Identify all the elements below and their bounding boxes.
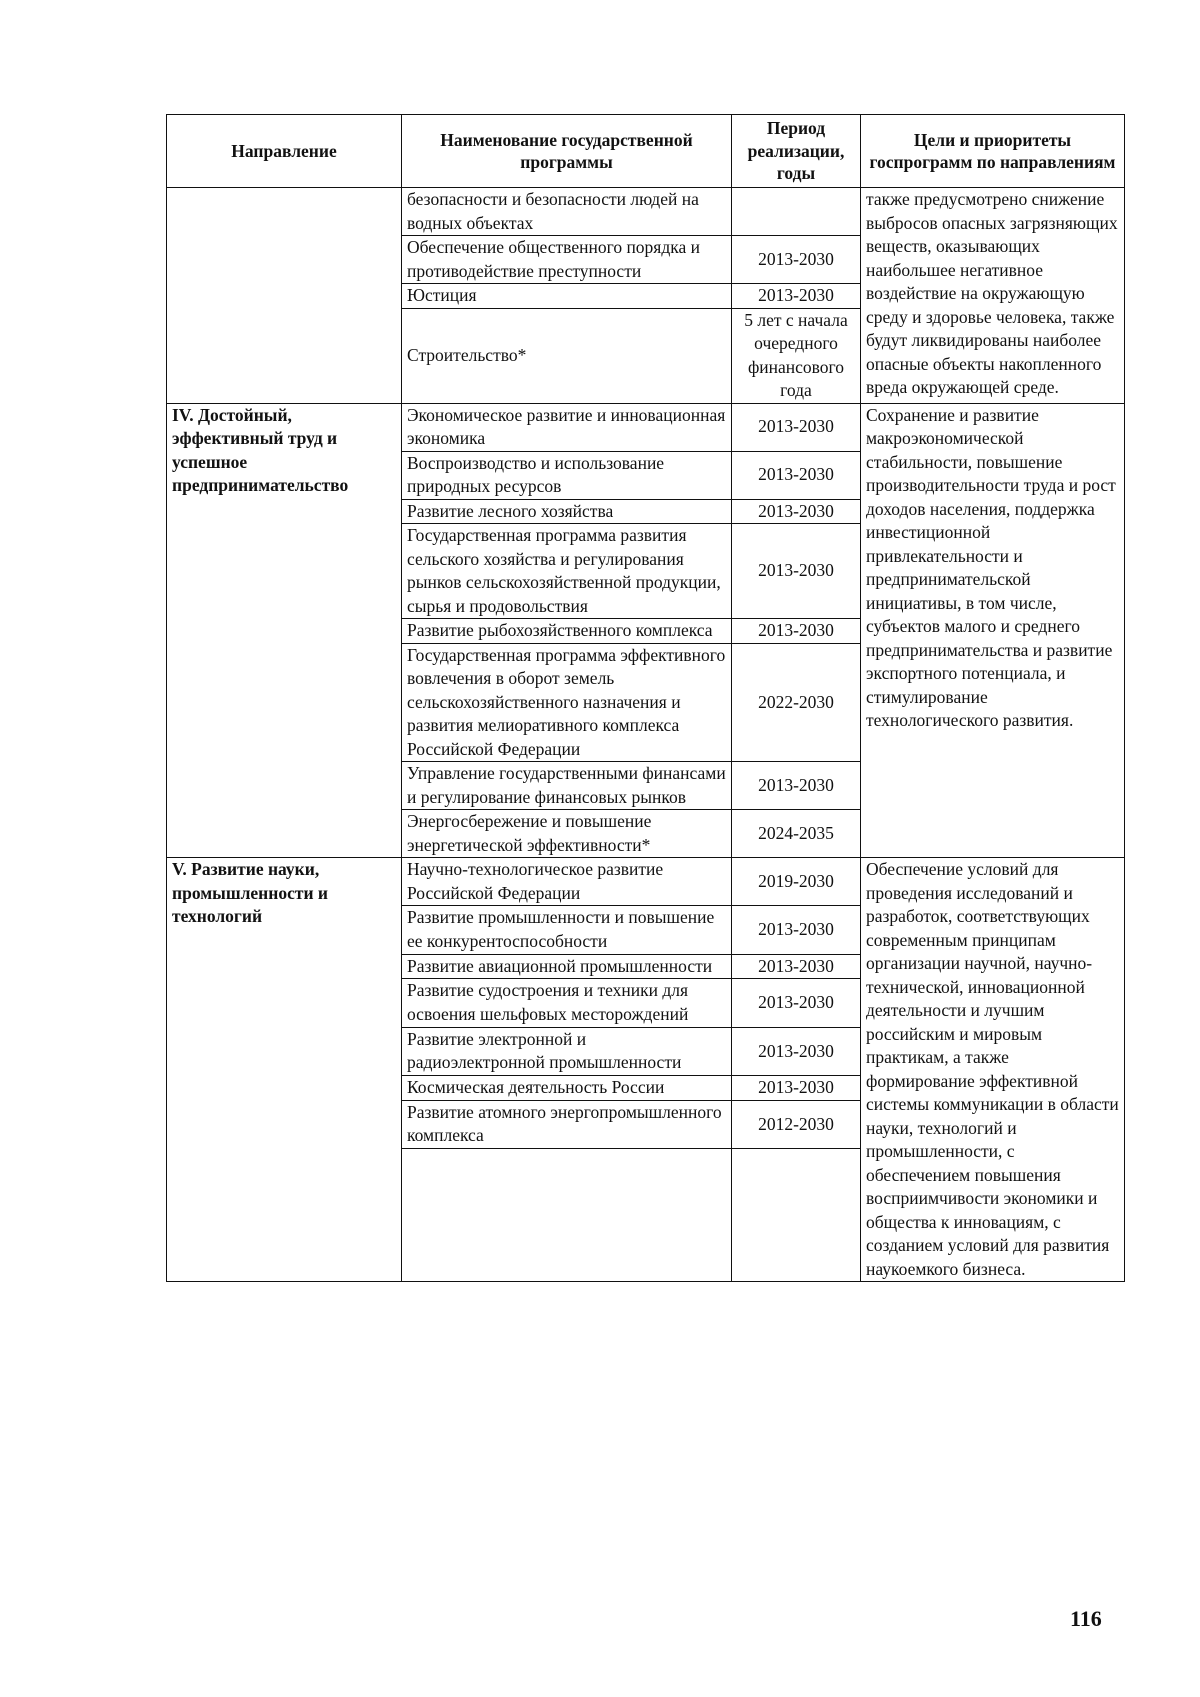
program-period: 2013-2030	[732, 619, 861, 644]
program-name: Развитие авиационной промышленности	[402, 954, 732, 979]
program-name: Развитие лесного хозяйства	[402, 499, 732, 524]
direction-cell-iv: IV. Достойный, эффективный труд и успешное предпринимательство	[167, 403, 402, 858]
program-name: Юстиция	[402, 284, 732, 309]
program-period: 2013-2030	[732, 762, 861, 810]
header-program: Наименование государственной программы	[402, 115, 732, 188]
program-name: Научно-технологическое развитие Российской Федерации	[402, 858, 732, 906]
program-name: Управление государственными финансами и регулирование финансовых рынков	[402, 762, 732, 810]
table-row	[167, 403, 1125, 451]
program-period: 2013-2030	[732, 284, 861, 309]
program-period: 2022-2030	[732, 643, 861, 762]
program-period: 2013-2030	[732, 403, 861, 451]
header-direction: Направление	[167, 115, 402, 188]
program-period: 2013-2030	[732, 524, 861, 619]
program-period	[732, 188, 861, 236]
goals-cell-v: Обеспечение условий для проведения исследований и разработок, соответствующих современным принципам организации научной, научно-технической, инновационной деятельности и лучшим российским и мировым практикам, а также формирование эффективной системы коммуникации в области науки, технологий и промышленности, с обеспечением повышения восприимчивости экономики и общества к инновациям, с созданием условий для развития наукоемкого бизнеса.	[861, 858, 1125, 1282]
page-number: 116	[1070, 1606, 1102, 1631]
program-period: 2019-2030	[732, 858, 861, 906]
program-period: 2013-2030	[732, 1075, 861, 1100]
program-name: безопасности и безопасности людей на водных объектах	[402, 188, 732, 236]
header-goals: Цели и приоритеты госпрограмм по направлениям	[861, 115, 1125, 188]
direction-cell-v: V. Развитие науки, промышленности и технологий	[167, 858, 402, 1282]
table-row	[167, 188, 1125, 236]
goals-cell-iv: Сохранение и развитие макроэкономической стабильности, повышение производительности труда и рост доходов населения, поддержка инвестиционной привлекательности и предпринимательской инициативы, в том числе, субъектов малого и среднего предпринимательства и развитие экспортного потенциала, и стимулирование технологического развития.	[861, 403, 1125, 858]
program-period: 2012-2030	[732, 1100, 861, 1148]
direction-cell-iii	[167, 188, 402, 404]
program-name: Энергосбережение и повышение энергетической эффективности*	[402, 810, 732, 858]
program-period: 2013-2030	[732, 451, 861, 499]
program-name: Развитие судостроения и техники для освоения шельфовых месторождений	[402, 979, 732, 1027]
goals-cell-iii: также предусмотрено снижение выбросов опасных загрязняющих веществ, оказывающих наибольшее негативное воздействие на окружающую среду и здоровье человека, также будут ликвидированы наиболее опасные объекты накопленного вреда окружающей среде.	[861, 188, 1125, 404]
program-name: Воспроизводство и использование природных ресурсов	[402, 451, 732, 499]
program-period: 2024-2035	[732, 810, 861, 858]
program-period: 2013-2030	[732, 1027, 861, 1075]
program-period: 2013-2030	[732, 954, 861, 979]
program-name: Государственная программа эффективного вовлечения в оборот земель сельскохозяйственного назначения и развития мелиоративного комплекса Российской Федерации	[402, 643, 732, 762]
program-period: 2013-2030	[732, 906, 861, 954]
program-name: Обеспечение общественного порядка и противодействие преступности	[402, 236, 732, 284]
programs-table	[166, 114, 1125, 1282]
program-period: 2013-2030	[732, 979, 861, 1027]
program-name: Государственная программа развития сельского хозяйства и регулирования рынков сельскохозяйственной продукции, сырья и продовольствия	[402, 524, 732, 619]
program-name: Развитие электронной и радиоэлектронной промышленности	[402, 1027, 732, 1075]
empty-program-cell	[402, 1149, 732, 1282]
program-name: Развитие атомного энергопромышленного комплекса	[402, 1100, 732, 1148]
table-row	[167, 858, 1125, 906]
header-period: Период реализации, годы	[732, 115, 861, 188]
empty-period-cell	[732, 1149, 861, 1282]
program-period: 2013-2030	[732, 499, 861, 524]
program-name: Строительство*	[402, 308, 732, 403]
program-name: Развитие промышленности и повышение ее конкурентоспособности	[402, 906, 732, 954]
program-name: Развитие рыбохозяйственного комплекса	[402, 619, 732, 644]
program-name: Экономическое развитие и инновационная экономика	[402, 403, 732, 451]
program-period: 5 лет с начала очередного финансового года	[732, 308, 861, 403]
program-period: 2013-2030	[732, 236, 861, 284]
program-name: Космическая деятельность России	[402, 1075, 732, 1100]
